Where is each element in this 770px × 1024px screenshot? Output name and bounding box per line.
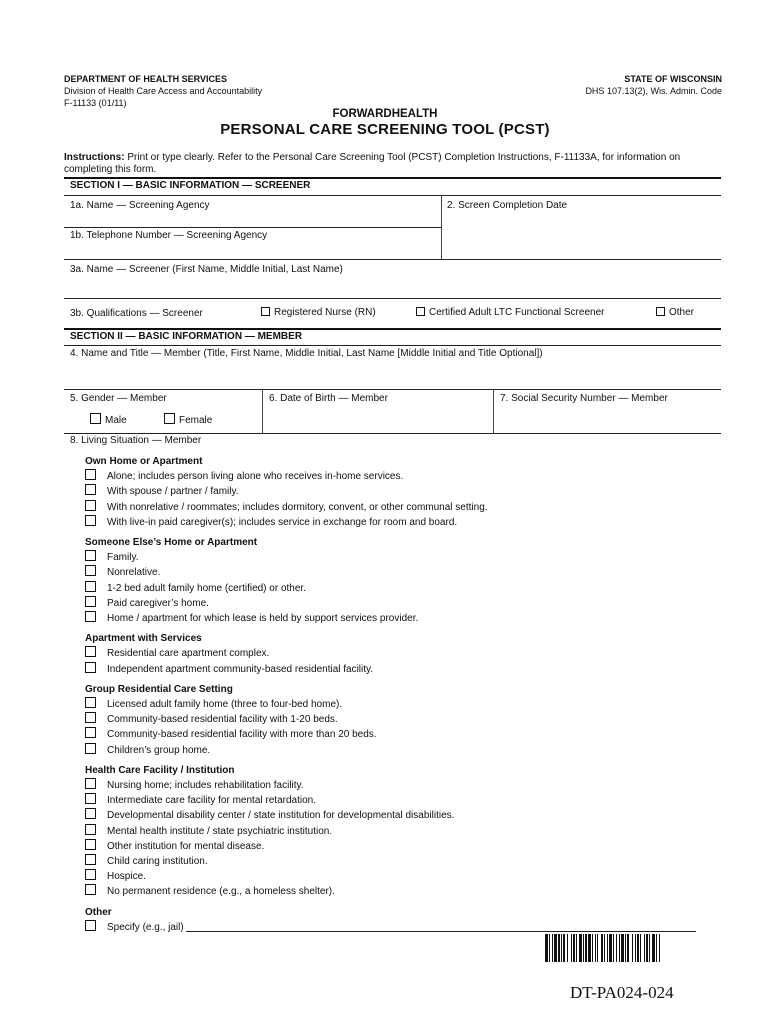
field-5-label: 5. Gender — Member [70,393,167,404]
own-home-heading: Own Home or Apartment [85,456,203,467]
option-label: Licensed adult family home (three to four-bed home). [107,699,343,711]
field-1a-label: 1a. Name — Screening Agency [70,200,210,211]
list-item[interactable] [85,884,696,899]
barcode-bar [652,934,655,962]
divider [64,433,721,434]
list-item[interactable] [85,920,696,935]
divider [64,389,721,390]
divider [441,195,442,259]
option-label: With spouse / partner / family. [107,486,239,498]
living-situation-list [85,455,696,935]
instructions-label: Instructions: [64,152,125,163]
barcode-bar [637,934,639,962]
barcode-bar [627,934,629,962]
barcode-bar [601,934,603,962]
field-3a-input[interactable] [70,277,710,297]
option-label: Child caring institution. [107,856,208,868]
option-label: Community-based residential facility with more than 20 beds. [107,729,377,741]
barcode-bar [585,934,587,962]
barcode-bar [604,934,605,962]
barcode-bar [616,934,617,962]
barcode-bar [656,934,657,962]
state-name: STATE OF WISCONSIN [624,74,722,84]
option-label: Family. [107,552,139,564]
option-label: No permanent residence (e.g., a homeless shelter). [107,886,335,898]
list-item[interactable] [85,824,696,839]
group-residential-heading: Group Residential Care Setting [85,683,233,695]
list-item[interactable] [85,515,696,530]
department-name: DEPARTMENT OF HEALTH SERVICES [64,74,228,84]
gender-female-label: Female [179,415,213,426]
barcode-bar [644,934,645,962]
qualification-ltc-option[interactable] [416,307,604,318]
option-label: Independent apartment community-based residential facility. [107,663,374,675]
barcode-bar [554,934,557,962]
list-item[interactable] [85,596,696,611]
list-item[interactable] [85,484,696,499]
checkbox[interactable] [416,307,425,316]
list-item[interactable] [85,646,696,661]
barcode-bar [659,934,660,962]
checkbox[interactable] [85,662,96,673]
checkbox[interactable] [85,884,96,895]
field-4-input[interactable] [70,362,710,387]
statute-reference: DHS 107.13(2), Wis. Admin. Code [585,86,722,96]
list-item[interactable] [85,869,696,884]
option-label: Other institution for mental disease. [107,840,265,852]
checkbox[interactable] [85,500,96,511]
field-2-label: 2. Screen Completion Date [447,200,568,211]
divider [64,298,721,299]
checkbox[interactable] [85,727,96,738]
apartment-services-heading: Apartment with Services [85,633,202,645]
header-left [64,73,262,109]
checkbox[interactable] [85,581,96,592]
barcode-bar [640,934,641,962]
divider [64,328,721,330]
field-6-input[interactable] [269,407,489,429]
barcode-bar [563,934,565,962]
option-label: Intermediate care facility for mental retardation. [107,795,316,807]
instructions [64,152,704,176]
form-grid [64,177,721,446]
checkbox[interactable] [85,869,96,880]
checkbox[interactable] [85,596,96,607]
field-2-input[interactable] [447,215,707,253]
barcode-bar [635,934,636,962]
checkbox[interactable] [85,808,96,819]
option-label: Residential care apartment complex. [107,648,270,660]
option-label: Community-based residential facility with 1-20 beds. [107,714,338,726]
instructions-text: Print or type clearly. Refer to the Personal Care Screening Tool (PCST) Completion Instructions, F-11133A, for information on completing this form. [64,152,681,175]
someone-else-heading: Someone Else’s Home or Apartment [85,537,258,549]
section-2-heading: SECTION II — BASIC INFORMATION — MEMBER [70,331,303,342]
barcode-bar [592,934,593,962]
list-item[interactable] [85,500,696,515]
field-4-label: 4. Name and Title — Member (Title, First Name, Middle Initial, Last Name [Middle Initial and Title Optional]) [70,348,543,359]
checkbox[interactable] [164,413,175,424]
health-care-heading: Health Care Facility / Institution [85,764,235,776]
option-label: Paid caregiver’s home. [107,597,209,609]
barcode-bar [607,934,608,962]
option-label: 1-2 bed adult family home (certified) or other. [107,582,306,594]
list-item[interactable] [85,778,696,793]
section-1-heading: SECTION I — BASIC INFORMATION — SCREENER [70,180,311,191]
checkbox[interactable] [85,515,96,526]
qualification-other-option[interactable] [656,307,694,318]
checkbox[interactable] [261,307,270,316]
checkbox[interactable] [85,854,96,865]
barcode-bar [567,934,568,962]
barcode-bar [561,934,562,962]
checkbox[interactable] [85,469,96,480]
barcode-image [545,934,710,962]
divider [64,177,721,179]
list-item[interactable] [85,469,696,484]
checkbox[interactable] [85,778,96,789]
qualification-rn-label: Registered Nurse (RN) [274,307,376,318]
barcode-bar [619,934,620,962]
list-item[interactable] [85,662,696,677]
divider [64,345,721,346]
other-heading: Other [85,906,112,918]
option-label: Nonrelative. [107,567,161,579]
option-label: With live-in paid caregiver(s); includes service in exchange for room and board. [107,516,458,528]
option-label: Home / apartment for which lease is held by support services provider. [107,613,419,625]
document-id: DT-PA024-024 [570,983,674,1002]
field-6-label: 6. Date of Birth — Member [269,393,388,404]
barcode-bar [588,934,591,962]
gender-male-label: Male [105,415,127,426]
field-1b-input[interactable] [70,243,430,257]
option-label: Specify (e.g., jail) [107,921,184,933]
qualification-other-label: Other [669,307,695,318]
option-label: With nonrelative / roommates; includes dormitory, convent, or other communal setting. [107,501,488,513]
field-8-label: 8. Living Situation — Member [70,435,202,446]
list-item[interactable] [85,581,696,596]
option-label: Alone; includes person living alone who receives in-home services. [107,471,404,483]
barcode-bar [549,934,550,962]
barcode-bar [558,934,560,962]
barcode-bar [621,934,624,962]
checkbox[interactable] [85,646,96,657]
gender-female-option[interactable] [164,413,212,426]
option-label: Developmental disability center / state institution for developmental disabilities. [107,810,455,822]
list-item[interactable] [85,743,696,758]
barcode-bar [571,934,572,962]
barcode-bar [609,934,612,962]
checkbox[interactable] [656,307,665,316]
list-item[interactable] [85,854,696,869]
checkbox[interactable] [85,824,96,835]
checkbox[interactable] [85,550,96,561]
option-label: Hospice. [107,871,146,883]
checkbox[interactable] [85,743,96,754]
divider [262,389,263,433]
option-label: Nursing home; includes rehabilitation facility. [107,780,304,792]
form-title: PERSONAL CARE SCREENING TOOL (PCST) [220,121,550,138]
header-right [585,73,722,97]
barcode-bar [552,934,553,962]
divider [64,227,441,228]
option-label: Mental health institute / state psychiatric institution. [107,825,333,837]
checkbox[interactable] [85,484,96,495]
divider [64,195,721,196]
divider [493,389,494,433]
qualification-rn-option[interactable] [261,307,376,318]
barcode-bar [632,934,633,962]
form-number: F-11133 (01/11) [64,98,127,108]
divider [64,259,721,260]
checkbox[interactable] [85,793,96,804]
checkbox[interactable] [90,413,101,424]
checkbox[interactable] [85,839,96,850]
division-name: Division of Health Care Access and Accountability [64,86,263,96]
barcode-bar [573,934,575,962]
barcode-bar [613,934,614,962]
field-1b-label: 1b. Telephone Number — Screening Agency [70,230,268,241]
list-item[interactable] [85,550,696,565]
program-name: FORWARDHEALTH [332,108,438,120]
qualification-ltc-label: Certified Adult LTC Functional Screener [429,307,605,318]
checkbox[interactable] [85,920,96,931]
list-item[interactable] [85,808,696,823]
checkbox[interactable] [85,565,96,576]
list-item[interactable] [85,697,696,712]
specify-input[interactable] [186,921,696,932]
barcode-bar [583,934,584,962]
barcode-bar [649,934,650,962]
barcode-bar [625,934,626,962]
list-item[interactable] [85,839,696,854]
checkbox[interactable] [85,697,96,708]
list-item[interactable] [85,611,696,626]
barcode-bar [595,934,596,962]
checkbox[interactable] [85,712,96,723]
barcode-bar [646,934,648,962]
barcode-bar [576,934,577,962]
field-7-input[interactable] [500,407,710,429]
list-item[interactable] [85,793,696,808]
list-item[interactable] [85,712,696,727]
list-item[interactable] [85,727,696,742]
gender-male-option[interactable] [90,413,127,426]
list-item[interactable] [85,565,696,580]
barcode-bar [579,934,582,962]
field-3a-label: 3a. Name — Screener (First Name, Middle Initial, Last Name) [70,264,343,275]
checkbox[interactable] [85,611,96,622]
barcode-bar [597,934,598,962]
field-1a-input[interactable] [70,213,430,227]
field-3b-label: 3b. Qualifications — Screener [70,308,203,319]
barcode-bar [545,934,548,962]
field-7-label: 7. Social Security Number — Member [500,393,668,404]
option-label: Children’s group home. [107,744,211,756]
